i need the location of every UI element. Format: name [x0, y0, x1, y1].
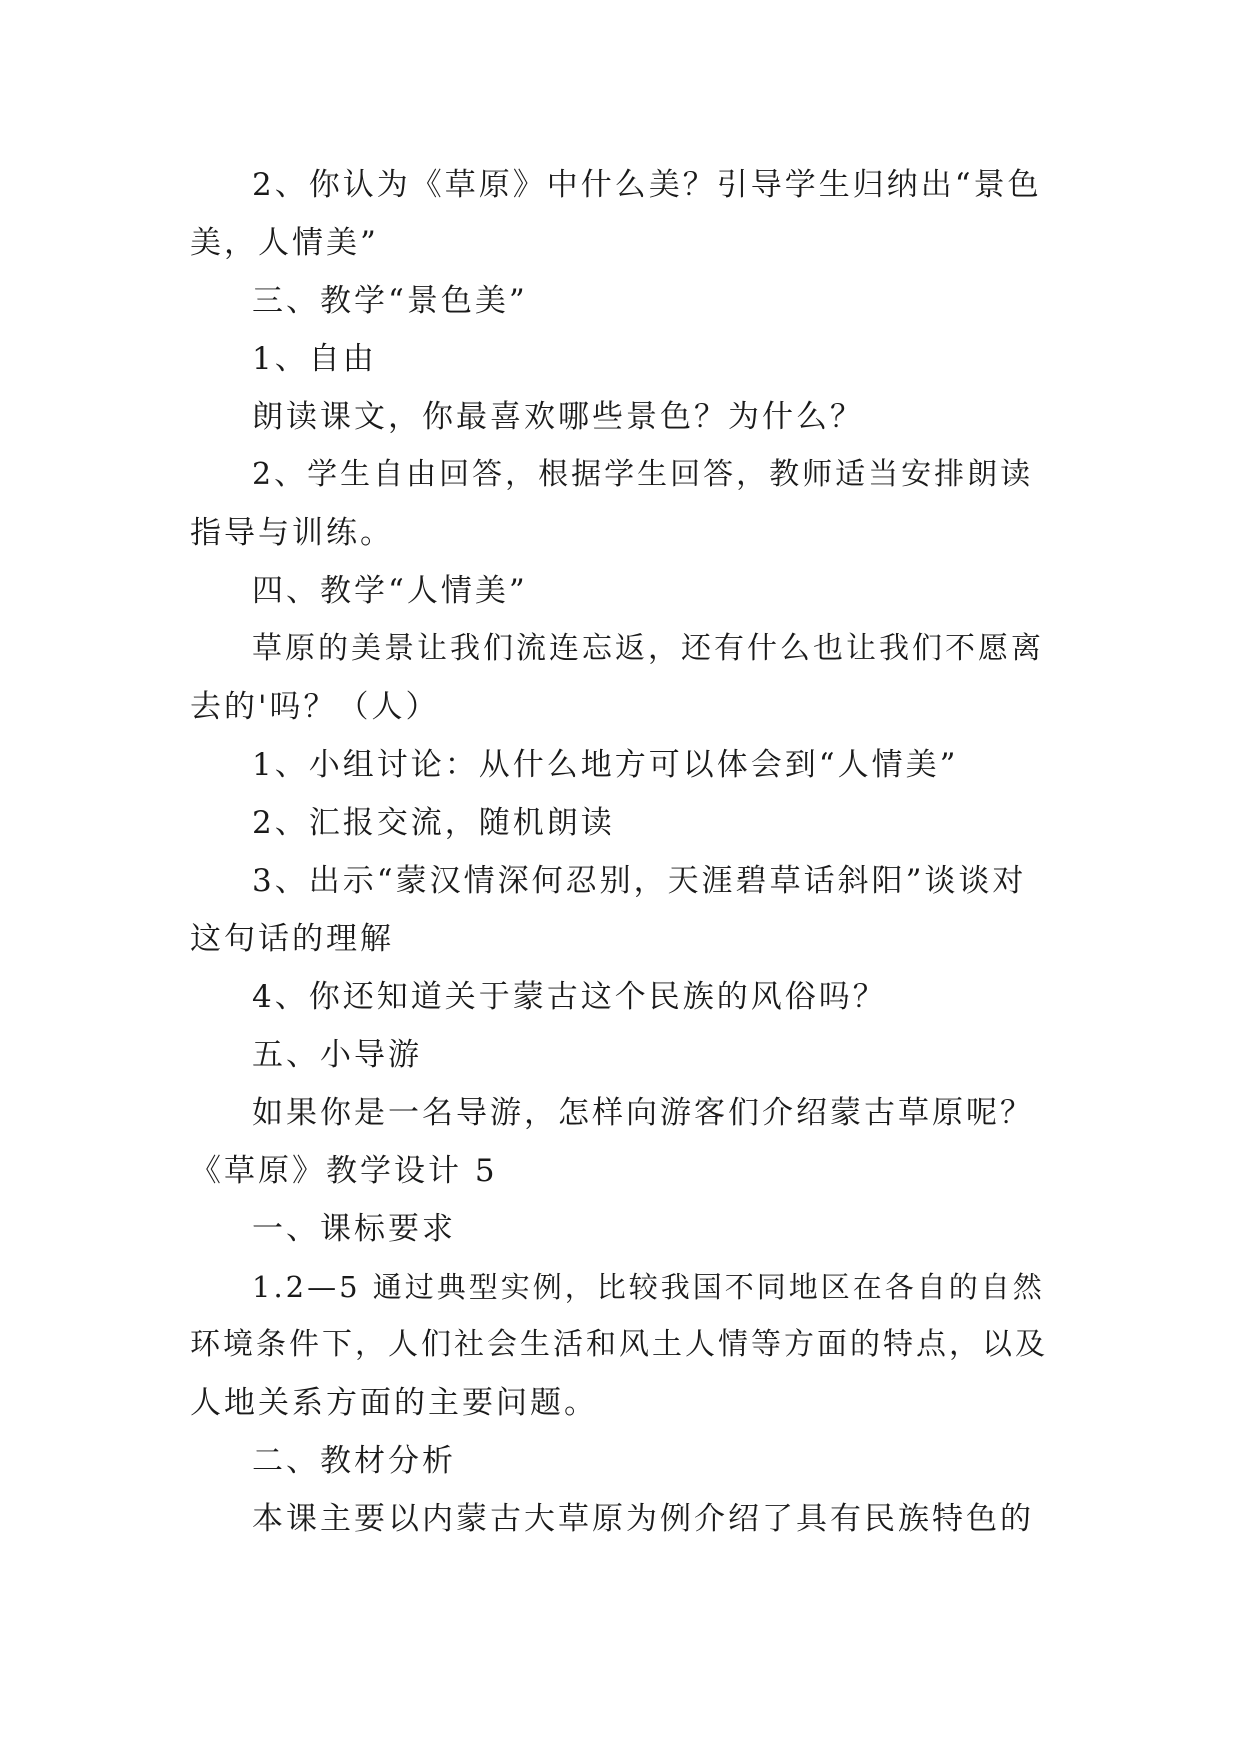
text-line: 1.2—5 通过典型实例，比较我国不同地区在各自的自然 [252, 1270, 1045, 1304]
text-line: 2、你认为《草原》中什么美？引导学生归纳出“景色 [252, 167, 1042, 203]
text-line: 1、自由 [252, 341, 377, 377]
text-line: 这句话的理解 [190, 921, 394, 957]
text-line: 人地关系方面的主要问题。 [190, 1385, 598, 1421]
section-heading: 三、教学“景色美” [252, 283, 528, 319]
document-title: 《草原》教学设计 5 [190, 1153, 498, 1189]
text-line: 草原的美景让我们流连忘返，还有什么也让我们不愿离 [252, 631, 1044, 666]
text-line: 去的'吗？（人） [190, 689, 440, 725]
text-line: 朗读课文，你最喜欢哪些景色？为什么？ [252, 399, 864, 435]
text-line: 4、你还知道关于蒙古这个民族的风俗吗？ [252, 979, 887, 1015]
text-line: 美，人情美” [190, 225, 379, 261]
text-line: 环境条件下，人们社会生活和风土人情等方面的特点，以及 [190, 1327, 1048, 1362]
text-line: 3、出示“蒙汉情深何忍别，天涯碧草话斜阳”谈谈对 [252, 863, 1027, 899]
section-heading: 一、课标要求 [252, 1211, 456, 1247]
section-heading: 五、小导游 [252, 1037, 422, 1073]
section-heading: 二、教材分析 [252, 1443, 456, 1479]
text-line: 指导与训练。 [190, 515, 394, 551]
text-line: 2、学生自由回答，根据学生回答，教师适当安排朗读 [252, 457, 1034, 492]
text-line: 2、汇报交流，随机朗读 [252, 805, 615, 841]
text-line: 如果你是一名导游，怎样向游客们介绍蒙古草原呢？ [252, 1095, 1034, 1131]
text-line: 1、小组讨论：从什么地方可以体会到“人情美” [252, 747, 959, 783]
section-heading: 四、教学“人情美” [252, 573, 528, 609]
text-line: 本课主要以内蒙古大草原为例介绍了具有民族特色的 [252, 1501, 1034, 1537]
